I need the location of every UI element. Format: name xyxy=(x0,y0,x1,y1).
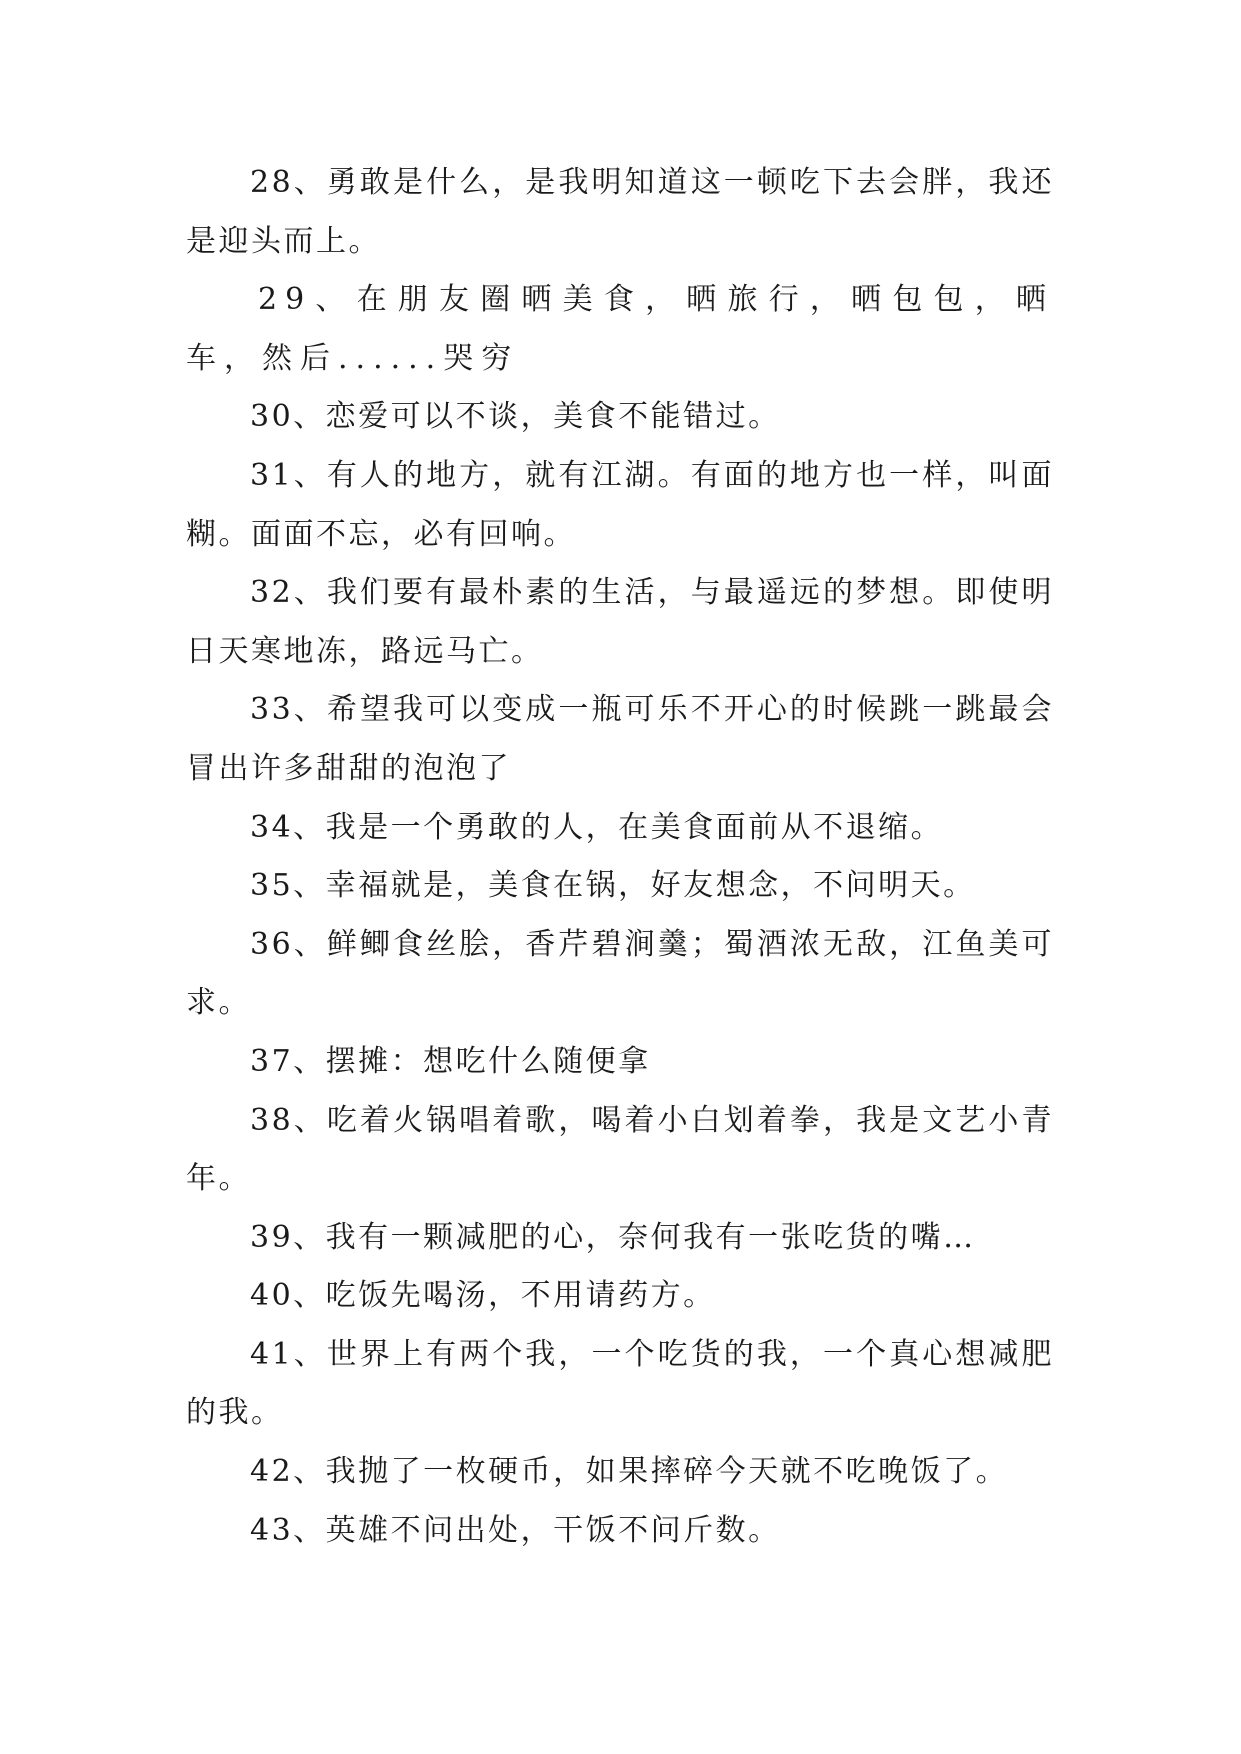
paragraph-43: 43、英雄不问出处，干饭不问斤数。 xyxy=(250,1512,781,1548)
paragraph-32: 32、我们要有最朴素的生活，与最遥远的梦想。即使明日天寒地冻，路远马亡。 xyxy=(186,575,1054,669)
document-body xyxy=(186,154,1054,1560)
paragraph-31: 31、有人的地方，就有江湖。有面的地方也一样，叫面糊。面面不忘，必有回响。 xyxy=(186,457,1054,552)
paragraph-33: 33、希望我可以变成一瓶可乐不开心的时候跳一跳最会冒出许多甜甜的泡泡了 xyxy=(186,692,1054,786)
paragraph-28: 28、勇敢是什么，是我明知道这一顿吃下去会胖，我还是迎头而上。 xyxy=(186,165,1054,259)
paragraph-29: 29、在朋友圈晒美食，晒旅行，晒包包，晒车，然后......哭穷 xyxy=(186,282,1054,376)
paragraph-30: 30、恋爱可以不谈，美食不能错过。 xyxy=(250,399,781,435)
paragraph-37: 37、摆摊：想吃什么随便拿 xyxy=(250,1043,651,1079)
paragraph-39: 39、我有一颗减肥的心，奈何我有一张吃货的嘴… xyxy=(250,1219,976,1255)
paragraph-34: 34、我是一个勇敢的人，在美食面前从不退缩。 xyxy=(250,809,944,845)
paragraph-38: 38、吃着火锅唱着歌，喝着小白划着拳，我是文艺小青年。 xyxy=(186,1102,1054,1197)
paragraph-42: 42、我抛了一枚硬币，如果摔碎今天就不吃晚饭了。 xyxy=(250,1454,1009,1490)
paragraph-40: 40、吃饭先喝汤，不用请药方。 xyxy=(250,1278,716,1314)
paragraph-41: 41、世界上有两个我，一个吃货的我，一个真心想减肥的我。 xyxy=(186,1336,1054,1431)
paragraph-36: 36、鲜鲫食丝脍，香芹碧涧羹；蜀酒浓无敌，江鱼美可求。 xyxy=(186,926,1054,1021)
paragraph-35: 35、幸福就是，美食在锅，好友想念，不问明天。 xyxy=(250,868,976,904)
